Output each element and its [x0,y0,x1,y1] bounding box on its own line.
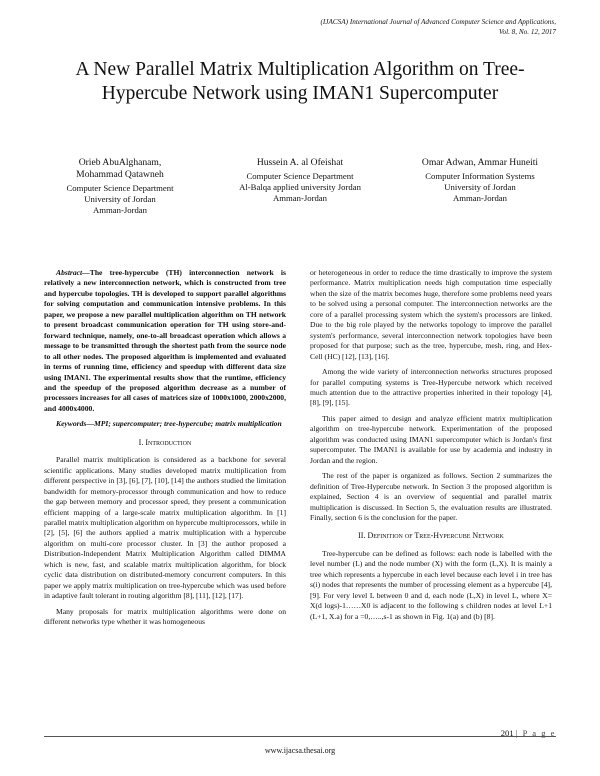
paragraph: Tree-hypercube can be defined as follows: each node is labelled with the level number (L) and the node number (X) with the form (L,X). It is mainly a tree which represents a hypercube in each level because each level i in tree has s(i) nodes that represents the number of processing element as a hypercube [4], [9]. For very level L between 0 and d, each node (L,X) in level L, where X= X(d logs)-1……X0 is adjacent to the following s children nodes at level L+1 (L+1, X.a) for a =0,…..,s-1 as shown in Fig. 1(a) and (b) [8]. [310,548,552,621]
author-affiliation: University of Jordan [84,194,156,204]
author-affiliation: Amman-Jordan [272,193,328,203]
journal-volume: Vol. 8, No. 12, 2017 [498,27,556,36]
abstract-text: —The tree-hypercube (TH) interconnection network is relatively a new interconnection network, which is constructed from tree and hypercube topologies. TH is developed to support parallel algorithms for solving computation and communication intensive problems. In this paper, we propose a new parallel multiplication algorithm on TH network to present broadcast communication operation for TH using store-and-forward technique, namely, one-to-all broadcast operation which allows a message to be transmitted through the shortest path from the source node to all other nodes. The proposed algorithm is implemented and evaluated in terms of running time, efficiency and speedup with different data size using IMAN1. The experimental results show that the runtime, efficiency and the speedup of the proposed algorithm decrease as a number of processors increases for all cases of matrices size of 1000x1000, 2000x2000, and 4000x4000. [44,268,286,413]
paragraph: Among the wide variety of interconnection networks structures proposed for parallel computing systems is Tree-Hypercube network which received much attention due to the attractive properties inherited in their topology [4], [8], [9], [15]. [310,367,552,408]
author-affiliation: Computer Science Department [246,171,354,181]
author-affiliation: Amman-Jordan [92,205,148,215]
author-block [30,157,570,216]
footer-url[interactable]: www.ijacsa.thesai.org [264,746,336,755]
keywords: Keywords—MPI; supercomputer; tree-hypercube; matrix multiplication [56,419,282,429]
paper-title: A New Parallel Matrix Multiplication Algorithm on Tree-Hypercube Network using IMAN1 Supercomputer [75,59,525,104]
author-affiliation: Computer Information Systems [425,171,535,181]
author-1 [30,157,210,216]
author-2 [210,157,390,216]
right-column [310,268,552,627]
left-column [44,268,286,633]
journal-name: (IJACSA) International Journal of Advanced Computer Science and Applications, [320,18,556,26]
paragraph: The rest of the paper is organized as follows. Section 2 summarizes the definition of Tree-Hypercube network. In Section 3 the proposed algorithm is explained, Section 4 is an overview of sequential and parallel matrix multiplication is discussed. In Section 5, the evaluation results are illustrated. Finally, section 6 is the conclusion for the paper. [310,471,552,522]
author-affiliation: Al-Balqa applied university Jordan [239,182,361,192]
paragraph: or heterogeneous in order to reduce the time drastically to improve the system performance. Matrix multiplication needs high computation time especially when the size of the matrix becomes huge, therefore some problems need years to be solved using a personal computer. The interconnection networks are the core of a parallel processing system which the system's processors are linked. Due to the big role played by the networks topology to improve the parallel system's performance, several interconnection network topologies have been proposed for that purpose; such as the tree, hypercube, mesh, ring, and Hex-Cell (HC) [12], [13], [16]. [310,268,552,361]
page-label: | P a g e [515,728,556,738]
paragraph: This paper aimed to design and analyze efficient matrix multiplication algorithm on tree-hypercube network. Experimentation of the proposed algorithm was conducted using IMAN1 supercomputer which is Jordan's first supercomputer. The IMAN1 is available for use by academia and industry in Jordan and the region. [310,413,552,465]
section-heading-definition: II. Definition of Tree-Hypercube Network [358,531,504,541]
author-name: Omar Adwan, Ammar Huneiti [421,157,539,168]
paragraph: Many proposals for matrix multiplication algorithms were done on different networks type whether it was homogeneous [44,606,286,627]
section-heading-introduction: I. Introduction [138,437,192,447]
author-name: Hussein A. al Ofeishat [256,157,344,168]
author-affiliation: Computer Science Department [66,183,174,193]
paragraph: Parallel matrix multiplication is considered as a backbone for several scientific applications. Many studies developed matrix multiplication from different perspective in [3], [6], [7], [10], [14] the authors studied the limitation bandwidth for memory-processor through communication and how to reduce the gap between memory and processor speed, they present a communication efficient mapping of a large-scale matrix multiplication algorithm. In [1] parallel matrix multiplication algorithm on hypercube multiprocessors, while in [2], [5], [6] the authors applied a matrix multiplication with a hypercube algorithm on multi-core processor cluster. In [3] the author proposed a Distribution-Independent Matrix Multiplication Algorithm called DIMMA which is new, fast, and scalable matrix multiplication algorithm, for block cyclic data distribution on distributed-memory concurrent computers. In this paper we apply matrix multiplication on tree-hypercube which was used before in adaptive fault tolerant in routing algorithm [8], [11], [12], [17]. [44,455,286,601]
author-affiliation: Amman-Jordan [452,193,508,203]
author-3 [390,157,570,216]
abstract [44,268,286,414]
footer-rule [44,736,556,737]
author-affiliation: University of Jordan [444,182,516,192]
author-name: Orieb AbuAlghanam, Mohammad Qatawneh [76,157,164,180]
abstract-label: Abstract [56,268,83,277]
page-number: 201 | P a g e [500,728,556,738]
running-header [321,18,556,37]
